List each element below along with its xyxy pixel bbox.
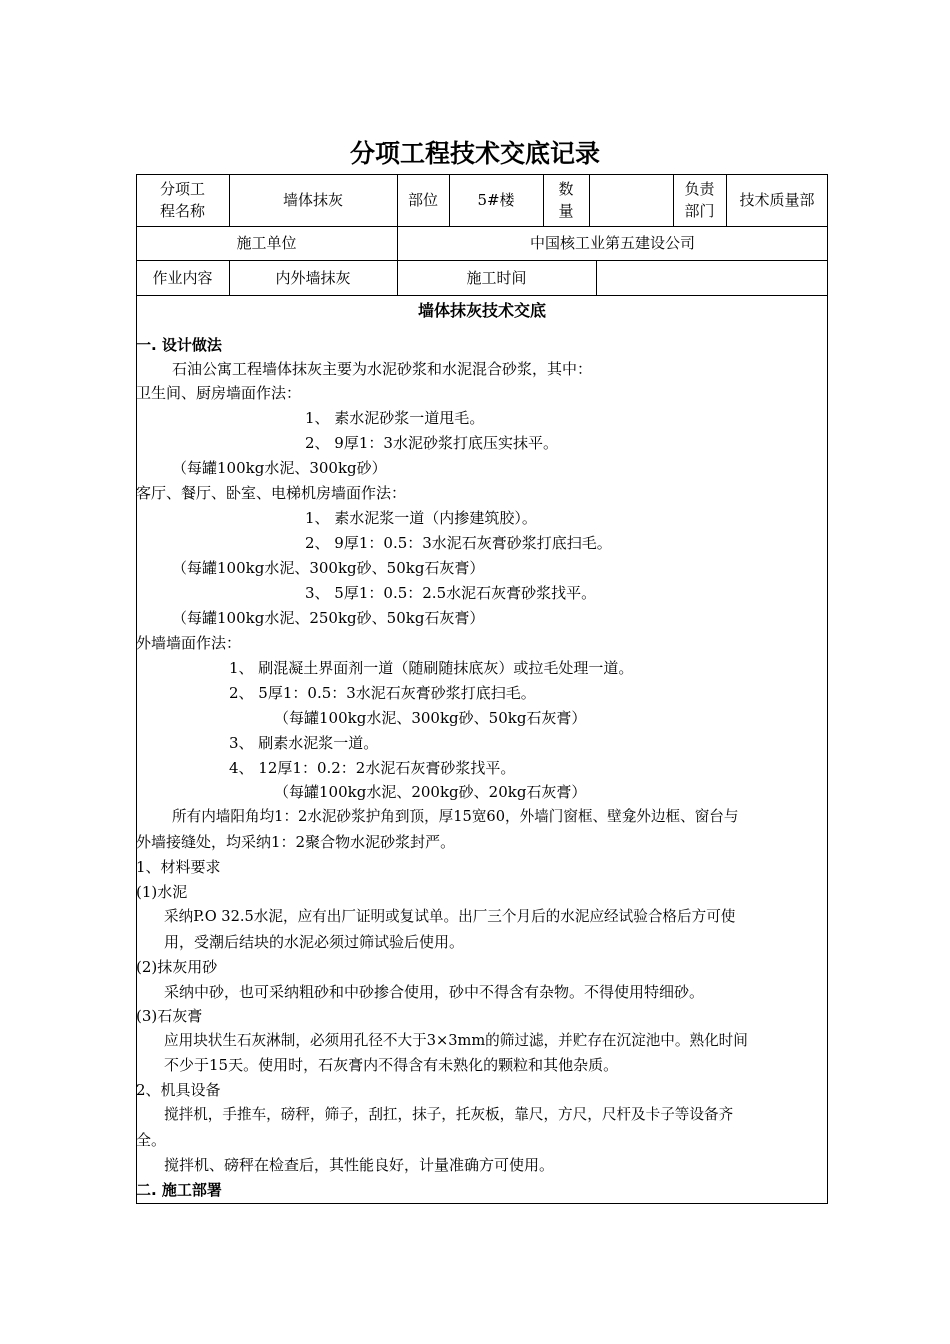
body-text: 外墙接缝处，均采纳1：2聚合物水泥砂浆封严。 — [136, 833, 456, 851]
body-text: 石油公寓工程墙体抹灰主要为水泥砂浆和水泥混合砂浆，其中： — [172, 360, 593, 378]
heading-equipment: 2、机具设备 — [136, 1081, 221, 1099]
body-text: 采纳中砂，也可采纳粗砂和中砂掺合使用，砂中不得含有杂物。不得使用特细砂。 — [164, 983, 705, 1001]
construction-time-value — [596, 260, 828, 295]
body-text: （每罐100kg水泥、200kg砂、20kg石灰膏） — [274, 783, 587, 801]
body-text: 1、 素水泥浆一道（内掺建筑胶）。 — [305, 509, 537, 527]
heading-design: 一. 设计做法 — [136, 336, 222, 354]
sub-heading: (1)水泥 — [136, 883, 188, 901]
body-text: 1、 素水泥砂浆一道甩毛。 — [305, 409, 485, 427]
body-text: 所有内墙阳角均1：2水泥砂浆护角到顶，厚15宽60，外墙门窗框、壁龛外边框、窗台与 — [172, 808, 739, 825]
section-title: 墙体抹灰技术交底 — [417, 301, 546, 320]
body-text: 4、 12厚1：0.2：2水泥石灰膏砂浆找平。 — [229, 759, 516, 777]
part-label: 部位 — [407, 191, 438, 209]
body-text: 1、 刷混凝土界面剂一道（随刷随抹底灰）或拉毛处理一道。 — [229, 659, 634, 677]
quantity-label: 数 量 — [558, 180, 574, 220]
body-text: 不少于15天。使用时，石灰膏内不得含有未熟化的颗粒和其他杂质。 — [164, 1056, 619, 1074]
body-text: 采纳P.O 32.5水泥，应有出厂证明或复试单。出厂三个月后的水泥应经试验合格后方可使 — [164, 908, 736, 925]
sub-heading: (2)抹灰用砂 — [136, 958, 218, 976]
work-content-label: 作业内容 — [152, 268, 213, 287]
body-text: 2、 5厚1：0.5：3水泥石灰膏砂浆打底扫毛。 — [229, 684, 536, 702]
work-content-value: 内外墙抹灰 — [275, 268, 351, 287]
heading-deployment: 二. 施工部署 — [136, 1181, 222, 1199]
body-text: 搅拌机，手推车，磅秤，筛子，刮扛，抹子，托灰板，靠尺，方尺，尺杆及卡子等设备齐 — [164, 1106, 734, 1123]
body-text: 搅拌机、磅秤在检查后，其性能良好，计量准确方可使用。 — [164, 1156, 555, 1174]
department-label: 负责 部门 — [684, 180, 715, 220]
body-text: 用，受潮后结块的水泥必须过筛试验后使用。 — [164, 933, 465, 951]
body-text: （每罐100kg水泥、300kg砂） — [172, 459, 387, 477]
body-text: （每罐100kg水泥、300kg砂、50kg石灰膏） — [274, 709, 587, 727]
body-text: 2、 9厚1：3水泥砂浆打底压实抹平。 — [305, 434, 558, 452]
construction-time-label: 施工时间 — [466, 268, 527, 287]
row-divider — [136, 295, 828, 296]
part-value: 5#楼 — [477, 191, 515, 209]
body-text: 应用块状生石灰淋制，必须用孔径不大于3×3mm的筛过滤，并贮存在沉淀池中。熟化时间 — [164, 1032, 748, 1049]
body-text: 全。 — [136, 1131, 167, 1149]
project-name-value: 墙体抹灰 — [282, 191, 343, 209]
body-text: （每罐100kg水泥、300kg砂、50kg石灰膏） — [172, 559, 485, 577]
body-text: 3、 刷素水泥浆一道。 — [229, 734, 379, 752]
construction-unit-value: 中国核工业第五建设公司 — [529, 234, 695, 252]
sub-heading: (3)石灰膏 — [136, 1007, 203, 1025]
quantity-value — [589, 174, 673, 226]
body-text: 客厅、餐厅、卧室、电梯机房墙面作法： — [136, 484, 407, 502]
heading-materials: 1、材料要求 — [136, 858, 221, 876]
body-text: 3、 5厚1：0.5：2.5水泥石灰膏砂浆找平。 — [305, 584, 597, 602]
body-text: 2、 9厚1：0.5：3水泥石灰膏砂浆打底扫毛。 — [305, 534, 612, 552]
body-text: （每罐100kg水泥、250kg砂、50kg石灰膏） — [172, 609, 485, 627]
project-name-label: 分项工 程名称 — [159, 180, 205, 220]
document-title: 分项工程技术交底记录 — [349, 139, 600, 168]
department-value: 技术质量部 — [739, 191, 815, 209]
body-text: 外墙墙面作法： — [136, 634, 242, 652]
body-text: 卫生间、厨房墙面作法： — [136, 384, 302, 402]
construction-unit-label: 施工单位 — [236, 234, 297, 252]
